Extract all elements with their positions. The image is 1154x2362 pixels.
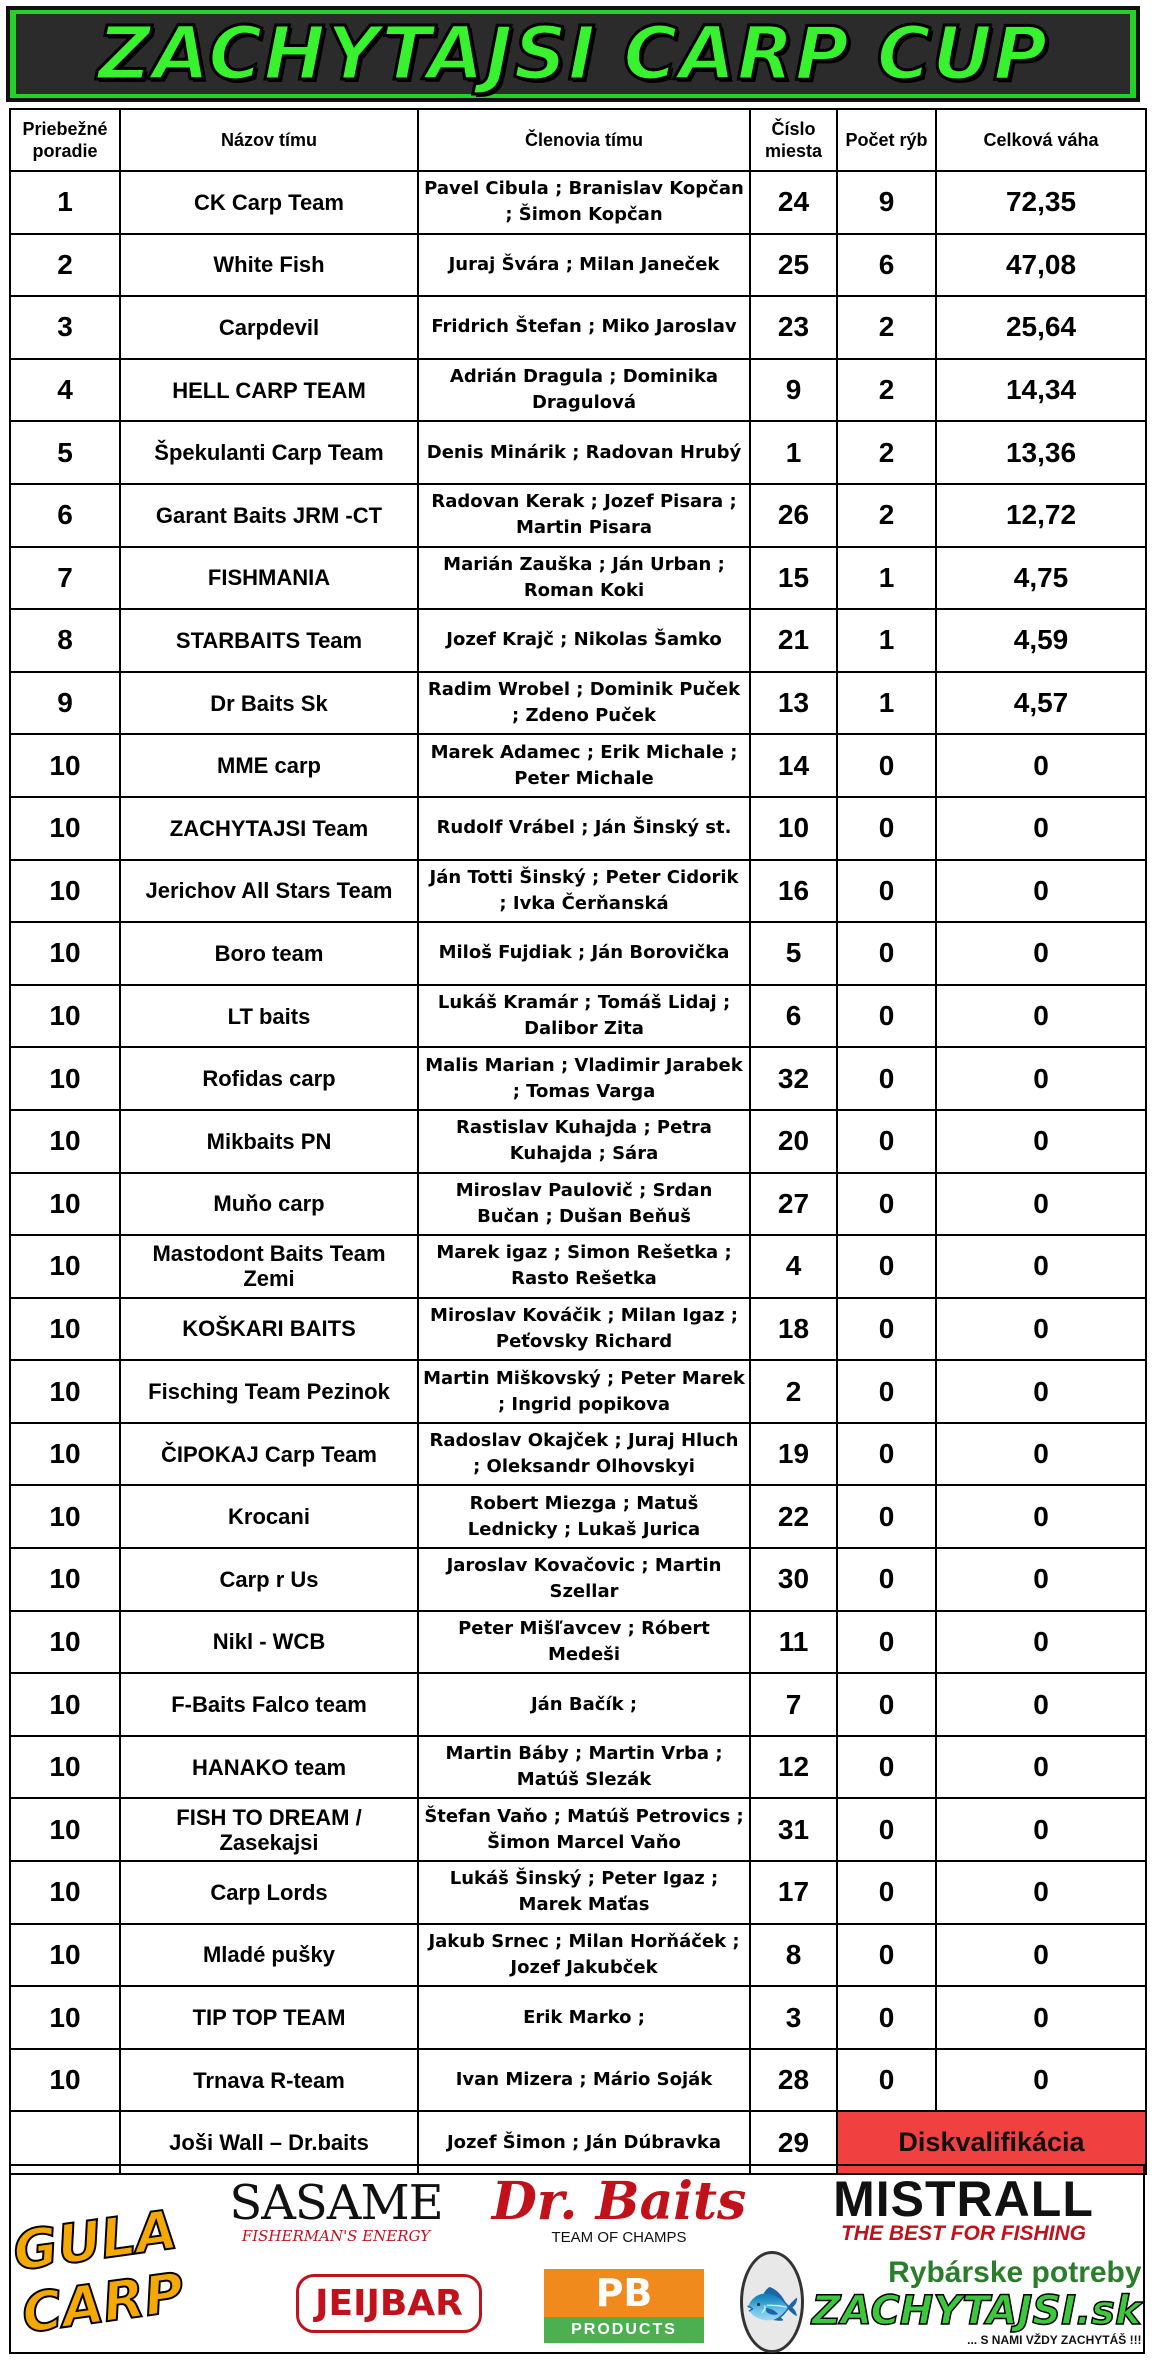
table-row — [10, 1298, 1146, 1361]
cell-fish-count: 2 — [837, 484, 936, 547]
cell-spot: 11 — [750, 1611, 837, 1674]
page-title: ZACHYTAJSI CARP CUP — [97, 11, 1049, 97]
cell-fish-count: 0 — [837, 1298, 936, 1361]
cell-spot: 10 — [750, 797, 837, 860]
disqualified-badge: Diskvalifikácia — [837, 2111, 1146, 2174]
cell-members: Martin Báby ; Martin Vrba ; Matúš Slezák — [418, 1736, 750, 1799]
cell-total-weight: 0 — [936, 1798, 1146, 1861]
zachytajsi-line3: ... S NAMI VŽDY ZACHYTÁŠ !!! — [967, 2333, 1142, 2347]
cell-team: Jerichov All Stars Team — [120, 860, 418, 923]
cell-total-weight: 0 — [936, 1673, 1146, 1736]
cell-position: 10 — [10, 922, 120, 985]
cell-team: ZACHYTAJSI Team — [120, 797, 418, 860]
table-row — [10, 296, 1146, 359]
table-row — [10, 484, 1146, 547]
sasame-logo-text: SASAME — [229, 2175, 443, 2231]
cell-team: Mastodont Baits Team Zemi — [120, 1235, 418, 1298]
cell-position: 6 — [10, 484, 120, 547]
carp-fish-icon: 🐟 — [740, 2251, 803, 2353]
cell-spot: 3 — [750, 1986, 837, 2049]
cell-members: Radovan Kerak ; Jozef Pisara ; Martin Pisara — [418, 484, 750, 547]
cell-members: Jozef Krajč ; Nikolas Šamko — [418, 609, 750, 672]
table-row — [10, 734, 1146, 797]
cell-team: Krocani — [120, 1485, 418, 1548]
cell-position: 10 — [10, 1298, 120, 1361]
cell-position: 8 — [10, 609, 120, 672]
header-team: Názov tímu — [120, 109, 418, 171]
cell-total-weight: 0 — [936, 922, 1146, 985]
cell-total-weight: 0 — [936, 1360, 1146, 1423]
cell-position: 7 — [10, 547, 120, 610]
jeibar-logo-text: JEIJBAR — [296, 2274, 482, 2333]
cell-total-weight: 14,34 — [936, 359, 1146, 422]
cell-fish-count: 0 — [837, 1736, 936, 1799]
cell-total-weight: 0 — [936, 734, 1146, 797]
table-row — [10, 1360, 1146, 1423]
cell-members: Ján Bačík ; — [418, 1673, 750, 1736]
cell-spot: 31 — [750, 1798, 837, 1861]
cell-total-weight: 25,64 — [936, 296, 1146, 359]
cell-total-weight: 47,08 — [936, 234, 1146, 297]
cell-position: 10 — [10, 2049, 120, 2112]
cell-position: 10 — [10, 985, 120, 1048]
cell-fish-count: 0 — [837, 1673, 936, 1736]
cell-total-weight: 0 — [936, 1924, 1146, 1987]
zachytajsi-logo — [741, 2250, 1141, 2354]
cell-position: 10 — [10, 1611, 120, 1674]
cell-fish-count: 0 — [837, 1360, 936, 1423]
cell-position: 5 — [10, 421, 120, 484]
cell-spot: 17 — [750, 1861, 837, 1924]
cell-fish-count: 0 — [837, 1423, 936, 1486]
table-row — [10, 797, 1146, 860]
cell-position: 10 — [10, 1673, 120, 1736]
cell-team: Carpdevil — [120, 296, 418, 359]
header-weight: Celková váha — [936, 109, 1146, 171]
cell-team: Carp r Us — [120, 1548, 418, 1611]
cell-position: 10 — [10, 1485, 120, 1548]
cell-members: Malis Marian ; Vladimir Jarabek ; Tomas Varga — [418, 1047, 750, 1110]
results-table — [9, 108, 1147, 2175]
cell-team: TIP TOP TEAM — [120, 1986, 418, 2049]
cell-members: Štefan Vaňo ; Matúš Petrovics ; Šimon Marcel Vaňo — [418, 1798, 750, 1861]
cell-team: Rofidas carp — [120, 1047, 418, 1110]
cell-team: Carp Lords — [120, 1861, 418, 1924]
cell-team: FISHMANIA — [120, 547, 418, 610]
table-row — [10, 1861, 1146, 1924]
cell-spot: 6 — [750, 985, 837, 1048]
cell-total-weight: 0 — [936, 1736, 1146, 1799]
zachytajsi-logo-text — [812, 2257, 1142, 2347]
cell-spot: 32 — [750, 1047, 837, 1110]
cell-members: Peter Mišľavcev ; Róbert Medeši — [418, 1611, 750, 1674]
cell-spot: 30 — [750, 1548, 837, 1611]
cell-total-weight: 0 — [936, 1861, 1146, 1924]
cell-position: 3 — [10, 296, 120, 359]
cell-total-weight: 4,75 — [936, 547, 1146, 610]
table-row — [10, 860, 1146, 923]
cell-team: CK Carp Team — [120, 171, 418, 234]
pb-products-logo — [539, 2266, 709, 2346]
cell-fish-count: 0 — [837, 2049, 936, 2112]
cell-fish-count: 0 — [837, 1485, 936, 1548]
cell-spot: 16 — [750, 860, 837, 923]
cell-members: Adrián Dragula ; Dominika Dragulová — [418, 359, 750, 422]
table-row — [10, 1924, 1146, 1987]
table-row — [10, 1736, 1146, 1799]
jeibar-logo — [269, 2258, 509, 2348]
cell-members: Jakub Srnec ; Milan Horňáček ; Jozef Jakubček — [418, 1924, 750, 1987]
cell-members: Marek Adamec ; Erik Michale ; Peter Michale — [418, 734, 750, 797]
table-row — [10, 1611, 1146, 1674]
cell-members: Martin Miškovský ; Peter Marek ; Ingrid popikova — [418, 1360, 750, 1423]
header-fish: Počet rýb — [837, 109, 936, 171]
cell-spot: 29 — [750, 2111, 837, 2174]
cell-team: White Fish — [120, 234, 418, 297]
cell-members: Erik Marko ; — [418, 1986, 750, 2049]
cell-members: Radim Wrobel ; Dominik Puček ; Zdeno Puček — [418, 672, 750, 735]
cell-position: 10 — [10, 1235, 120, 1298]
mistrall-tagline: THE BEST FOR FISHING — [840, 2222, 1086, 2245]
dr-baits-logo — [459, 2170, 779, 2250]
cell-position: 10 — [10, 1986, 120, 2049]
cell-team: Fisching Team Pezinok — [120, 1360, 418, 1423]
cell-position: 9 — [10, 672, 120, 735]
cell-fish-count: 0 — [837, 1110, 936, 1173]
cell-fish-count: 6 — [837, 234, 936, 297]
cell-spot: 21 — [750, 609, 837, 672]
cell-total-weight: 0 — [936, 1235, 1146, 1298]
cell-team: STARBAITS Team — [120, 609, 418, 672]
table-row — [10, 547, 1146, 610]
cell-spot: 28 — [750, 2049, 837, 2112]
gula-carp-logo-text: GULA CARP — [9, 2197, 188, 2346]
cell-fish-count: 0 — [837, 1924, 936, 1987]
cell-fish-count: 1 — [837, 672, 936, 735]
cell-spot: 4 — [750, 1235, 837, 1298]
cell-total-weight: 0 — [936, 1611, 1146, 1674]
cell-fish-count: 2 — [837, 421, 936, 484]
cell-team: Mikbaits PN — [120, 1110, 418, 1173]
cell-team: Dr Baits Sk — [120, 672, 418, 735]
cell-position: 10 — [10, 1423, 120, 1486]
cell-fish-count: 9 — [837, 171, 936, 234]
cell-total-weight: 72,35 — [936, 171, 1146, 234]
cell-fish-count: 0 — [837, 1047, 936, 1110]
cell-spot: 13 — [750, 672, 837, 735]
cell-members: Rastislav Kuhajda ; Petra Kuhajda ; Sára — [418, 1110, 750, 1173]
title-banner-inner — [16, 11, 1130, 97]
pb-logo-text: PB — [544, 2269, 704, 2317]
cell-team: MME carp — [120, 734, 418, 797]
cell-members: Lukáš Kramár ; Tomáš Lidaj ; Dalibor Zita — [418, 985, 750, 1048]
cell-team: KOŠKARI BAITS — [120, 1298, 418, 1361]
cell-position: 10 — [10, 1798, 120, 1861]
cell-team: Muňo carp — [120, 1173, 418, 1236]
cell-team: Garant Baits JRM -CT — [120, 484, 418, 547]
cell-team: LT baits — [120, 985, 418, 1048]
cell-fish-count: 1 — [837, 609, 936, 672]
cell-team: Mladé pušky — [120, 1924, 418, 1987]
cell-spot: 18 — [750, 1298, 837, 1361]
cell-team: FISH TO DREAM / Zasekajsi — [120, 1798, 418, 1861]
cell-members: Marek igaz ; Simon Rešetka ; Rasto Rešetka — [418, 1235, 750, 1298]
table-row — [10, 1986, 1146, 2049]
dr-baits-logo-text: Dr. Baits — [491, 2171, 747, 2232]
cell-position: 2 — [10, 234, 120, 297]
cell-members: Ján Totti Šinský ; Peter Cidorik ; Ivka Čerňanská — [418, 860, 750, 923]
cell-fish-count: 0 — [837, 1798, 936, 1861]
cell-members: Ivan Mizera ; Mário Soják — [418, 2049, 750, 2112]
cell-fish-count: 1 — [837, 547, 936, 610]
cell-members: Jozef Šimon ; Ján Dúbravka — [418, 2111, 750, 2174]
cell-position: 10 — [10, 1736, 120, 1799]
table-row — [10, 672, 1146, 735]
cell-fish-count: 0 — [837, 985, 936, 1048]
cell-position: 10 — [10, 860, 120, 923]
cell-position: 10 — [10, 1173, 120, 1236]
table-row — [10, 1485, 1146, 1548]
sponsors-footer — [9, 2164, 1145, 2354]
cell-spot: 14 — [750, 734, 837, 797]
cell-members: Radoslav Okajček ; Juraj Hluch ; Oleksandr Olhovskyi — [418, 1423, 750, 1486]
cell-spot: 12 — [750, 1736, 837, 1799]
sasame-logo — [226, 2176, 446, 2246]
table-row — [10, 1110, 1146, 1173]
table-row — [10, 1548, 1146, 1611]
dr-baits-tagline: TEAM OF CHAMPS — [551, 2229, 687, 2246]
cell-spot: 2 — [750, 1360, 837, 1423]
table-row — [10, 985, 1146, 1048]
cell-total-weight: 0 — [936, 1986, 1146, 2049]
cell-total-weight: 4,57 — [936, 672, 1146, 735]
table-row — [10, 234, 1146, 297]
cell-team: HELL CARP TEAM — [120, 359, 418, 422]
table-row — [10, 1235, 1146, 1298]
cell-team: F-Baits Falco team — [120, 1673, 418, 1736]
cell-members: Denis Minárik ; Radovan Hrubý — [418, 421, 750, 484]
cell-team: HANAKO team — [120, 1736, 418, 1799]
cell-position: 10 — [10, 1360, 120, 1423]
table-row — [10, 1673, 1146, 1736]
cell-spot: 24 — [750, 171, 837, 234]
cell-members: Miloš Fujdiak ; Ján Borovička — [418, 922, 750, 985]
zachytajsi-line2: ZACHYTAJSI.sk — [811, 2288, 1142, 2334]
table-row — [10, 922, 1146, 985]
cell-spot: 25 — [750, 234, 837, 297]
cell-fish-count: 0 — [837, 1548, 936, 1611]
cell-position: 10 — [10, 1047, 120, 1110]
cell-team: Joši Wall – Dr.baits — [120, 2111, 418, 2174]
cell-spot: 5 — [750, 922, 837, 985]
cell-position: 10 — [10, 1110, 120, 1173]
cell-fish-count: 0 — [837, 734, 936, 797]
header-spot: Číslo miesta — [750, 109, 837, 171]
pb-tagline: PRODUCTS — [544, 2317, 704, 2343]
cell-members: Lukáš Šinský ; Peter Igaz ; Marek Maťas — [418, 1861, 750, 1924]
cell-members: Miroslav Paulovič ; Srdan Bučan ; Dušan Beňuš — [418, 1173, 750, 1236]
cell-team: Nikl - WCB — [120, 1611, 418, 1674]
gula-carp-logo — [9, 2184, 235, 2352]
cell-fish-count: 0 — [837, 1611, 936, 1674]
cell-spot: 22 — [750, 1485, 837, 1548]
cell-total-weight: 0 — [936, 1485, 1146, 1548]
cell-spot: 23 — [750, 296, 837, 359]
cell-fish-count: 0 — [837, 1986, 936, 2049]
table-row — [10, 1047, 1146, 1110]
sasame-tagline: FISHERMAN'S ENERGY — [241, 2227, 431, 2245]
cell-spot: 15 — [750, 547, 837, 610]
table-row — [10, 1798, 1146, 1861]
cell-fish-count: 2 — [837, 359, 936, 422]
cell-fish-count: 2 — [837, 296, 936, 359]
cell-position: 10 — [10, 1548, 120, 1611]
cell-members: Fridrich Štefan ; Miko Jaroslav — [418, 296, 750, 359]
cell-fish-count: 0 — [837, 860, 936, 923]
cell-position: 4 — [10, 359, 120, 422]
results-body — [10, 171, 1146, 2174]
cell-total-weight: 0 — [936, 985, 1146, 1048]
cell-total-weight: 0 — [936, 1173, 1146, 1236]
cell-spot: 26 — [750, 484, 837, 547]
cell-spot: 7 — [750, 1673, 837, 1736]
cell-team: Boro team — [120, 922, 418, 985]
cell-spot: 27 — [750, 1173, 837, 1236]
cell-team: Špekulanti Carp Team — [120, 421, 418, 484]
cell-total-weight: 4,59 — [936, 609, 1146, 672]
cell-team: Trnava R-team — [120, 2049, 418, 2112]
table-row — [10, 421, 1146, 484]
header-row — [10, 109, 1146, 171]
cell-total-weight: 13,36 — [936, 421, 1146, 484]
cell-team: ČIPOKAJ Carp Team — [120, 1423, 418, 1486]
cell-total-weight: 12,72 — [936, 484, 1146, 547]
header-position: Priebežné poradie — [10, 109, 120, 171]
cell-total-weight: 0 — [936, 1548, 1146, 1611]
mistrall-logo — [791, 2171, 1136, 2246]
title-banner — [6, 6, 1140, 102]
cell-members: Rudolf Vrábel ; Ján Šinský st. — [418, 797, 750, 860]
table-row — [10, 171, 1146, 234]
cell-members: Robert Miezga ; Matuš Lednicky ; Lukaš Jurica — [418, 1485, 750, 1548]
cell-total-weight: 0 — [936, 1047, 1146, 1110]
cell-total-weight: 0 — [936, 1110, 1146, 1173]
cell-members: Jaroslav Kovačovic ; Martin Szellar — [418, 1548, 750, 1611]
mistrall-logo-text: MISTRALL — [833, 2171, 1094, 2227]
cell-members: Marián Zauška ; Ján Urban ; Roman Koki — [418, 547, 750, 610]
table-row — [10, 1423, 1146, 1486]
cell-spot: 20 — [750, 1110, 837, 1173]
table-row — [10, 359, 1146, 422]
table-row — [10, 1173, 1146, 1236]
cell-position: 1 — [10, 171, 120, 234]
cell-total-weight: 0 — [936, 1423, 1146, 1486]
cell-fish-count: 0 — [837, 922, 936, 985]
cell-members: Pavel Cibula ; Branislav Kopčan ; Šimon Kopčan — [418, 171, 750, 234]
cell-spot: 8 — [750, 1924, 837, 1987]
cell-members: Miroslav Kováčik ; Milan Igaz ; Peťovsky Richard — [418, 1298, 750, 1361]
cell-total-weight: 0 — [936, 1298, 1146, 1361]
cell-position: 10 — [10, 797, 120, 860]
cell-spot: 1 — [750, 421, 837, 484]
cell-fish-count: 0 — [837, 1173, 936, 1236]
cell-position: 10 — [10, 1861, 120, 1924]
cell-fish-count: 0 — [837, 797, 936, 860]
table-row — [10, 609, 1146, 672]
cell-total-weight: 0 — [936, 797, 1146, 860]
cell-fish-count: 0 — [837, 1861, 936, 1924]
zachytajsi-line1: Rybárske potreby — [888, 2256, 1142, 2289]
cell-total-weight: 0 — [936, 860, 1146, 923]
cell-position: 10 — [10, 734, 120, 797]
table-row — [10, 2049, 1146, 2112]
header-members: Členovia tímu — [418, 109, 750, 171]
cell-total-weight: 0 — [936, 2049, 1146, 2112]
cell-fish-count: 0 — [837, 1235, 936, 1298]
cell-members: Juraj Švára ; Milan Janeček — [418, 234, 750, 297]
cell-position: 10 — [10, 1924, 120, 1987]
cell-spot: 9 — [750, 359, 837, 422]
cell-spot: 19 — [750, 1423, 837, 1486]
